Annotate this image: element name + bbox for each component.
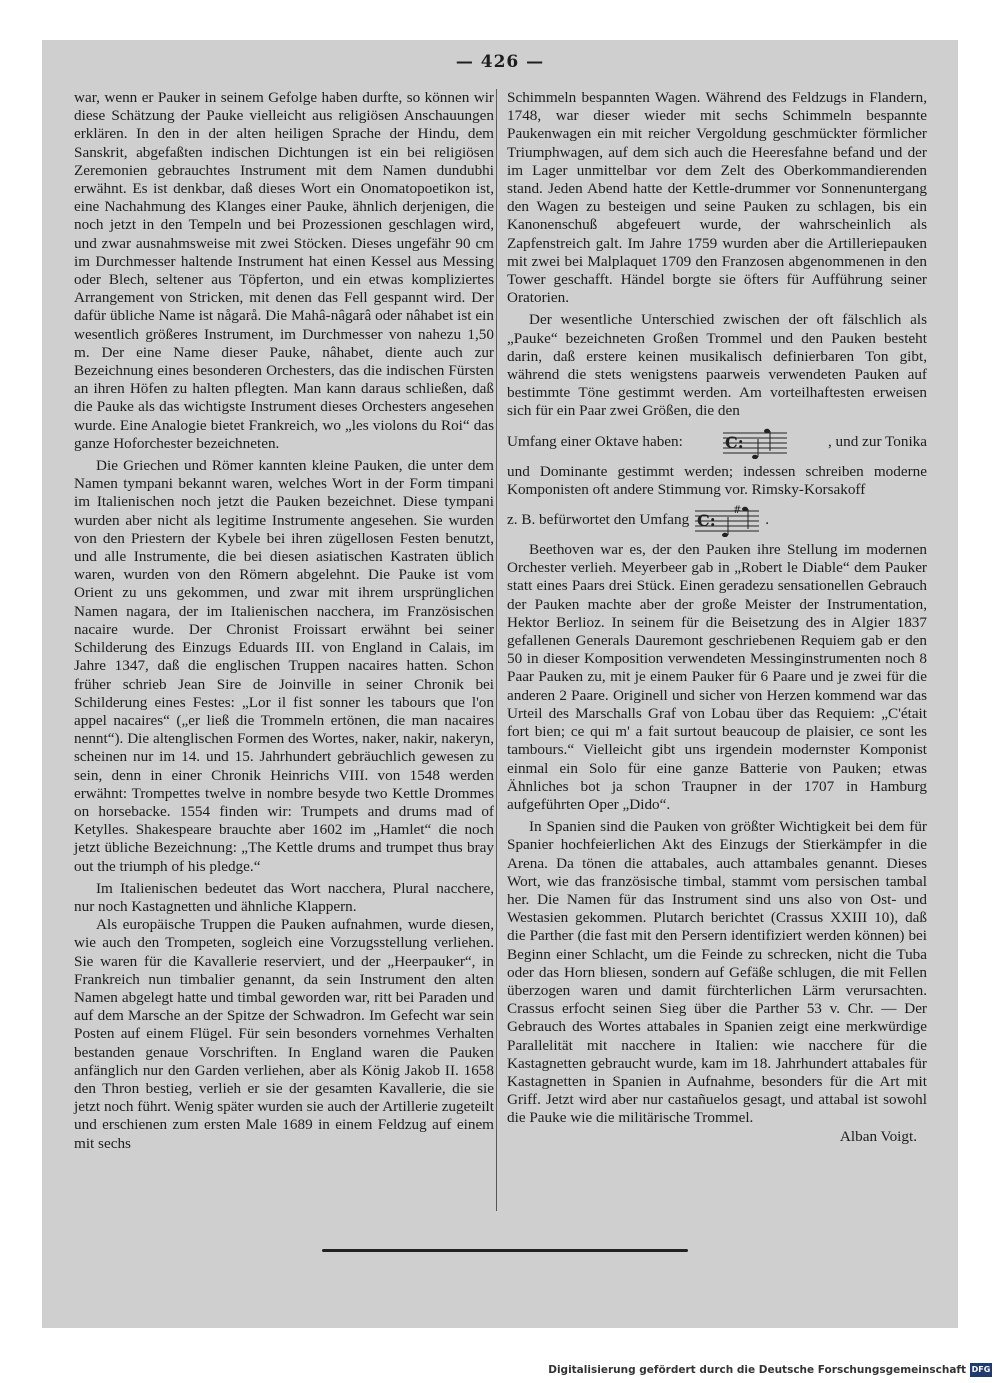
svg-text:C:: C: [725,432,745,452]
dfg-logo-icon: DFG [970,1363,992,1377]
range-rimsky-line [507,503,927,537]
left-paragraph-2: Die Griechen und Römer kannten kleine Pauken, die unter dem Namen tympani bekannt waren, welches Wort in der Form timpani im Italienischen noch jetzt die Pauken bezeichnet. Diese tympani wurden aber nicht als legitime Instrumente angesehen. Sie wurden von den Priestern der Kybele bei ihren zügellosen Festen benutzt, und alle Instrumente, die bei diesen asiatischen Kastraten üblich waren, wurden von den Römern abgelehnt. Die Pauke ist vom Orient zu uns gekommen, und zwar mit ihrem ursprünglichen Namen nagara, der im Italienischen nacchera, im Französischen nacaire wurde. Der Chronist Froissart erwähnt bei seiner Schilderung des Einzugs Eduards III. von England in Calais, im Jahre 1347, daß die englischen Truppen nacaires hatten. Schon früher schrieb Jean Sire de Joinville in seiner Chronik bei Schilderung eines Festes: „Lor il fist sonner les tabours que l'on appel nacaires“ („er ließ die Trommeln ertönen, die man nacaires nennt“). Die altenglischen Formen des Wortes, naker, nakir, nakeryn, scheinen nur im 14. und 15. Jahrhundert gebräuchlich gewesen zu sein, denn in einer Chronik Heinrichs VIII. von 1548 werden erwähnt: Trompettes twelve in nombre besyde two Kettle Drommes on horsebacke. 1554 finden wir: Trumpets and drums mad of Ketylles. Shakespeare brauchte aber 1602 im „Hamlet“ die noch jetzt übliche Bezeichnung: „The Kettle drums and trumpet thus bray out the triumph of his pledge.“ [74,457,494,875]
left-paragraph-4: Als europäische Truppen die Pauken aufnahmen, wurde diesen, wie auch den Trompeten, sogleich eine Vorzugsstellung verliehen. Sie waren für die Kavallerie reserviert, und der „Heerpauker“, in Frankreich nun timbalier genannt, da sein Instrument den alten Namen abgelegt hatte und timbal geworden war, ritt bei Paraden und auf dem Marsche an der Spitze der Schwadron. Im Gefecht war sein Posten auf einem Flügel. Für sein besonders vornehmes Verhalten bestanden genaue Vorschriften. In England waren die Pauken anfänglich nur den Garden verliehen, aber als König Jakob II. 1658 den Thron bestieg, verlieh er sie der gesamten Kavallerie, die sie jetzt noch führt. Wenig später wurden sie auch der Artillerie zugeteilt und erschienen zum ersten Male 1689 in einem Feldzug auf einem mit sechs [74,916,494,1152]
range-octave-text-after: , und zur Tonika [827,432,927,450]
left-paragraph-1: war, wenn er Pauker in seinem Gefolge haben durfte, so können wir diese Schätzung der Pauke vielleicht aus religiösen Anschauungen erklären. In den in der alten heiligen Sprache der Hindu, dem Sanskrit, abgefaßten indischen Dichtungen ist ein bei religiösen Zeremonien gebrauchtes Instrument mit dem Namen dundubhi erwähnt. Es ist denkbar, daß dieses Wort ein Onomatopoetikon ist, eine Nachahmung des Klanges einer Pauke, ähnlich derjenigen, die noch jetzt in den Tempeln und bei Prozessionen geschlagen wird, und zwar ausnahmsweise mit zwei Stöcken. Dieses ungefähr 90 cm im Durchmesser haltende Instrument hat einen Kessel aus Messing oder Blech, seltener aus Töpferton, und ein etwas kompliziertes Arrangement von Stricken, mit denen das Fell gespannt wird. Der dafür übliche Name ist någarå. Die Mahâ-nâgarâ oder nâhabet ist ein wesentlich größeres Instrument, im Durchmesser von nahezu 1,50 m. Der eine Name dieser Pauke, nâhabet, diente auch zur Bezeichnung eines besonderen Orchesters, das die indischen Fürsten an ihren Höfen zu halten pflegten. Man kann daraus schließen, daß die Pauke als das wichtigste Instrument dieses Orchesters angesehen wurde. Eine Analogie bietet Frankreich, wo „les violons du Roi“ das ganze Hoforchester bezeichneten. [74,89,494,452]
range-octave-text: Umfang einer Oktave haben: [507,432,683,450]
column-divider [496,89,497,1211]
page-number: — 426 — [455,52,545,72]
range-rimsky-text: z. B. befürwortet den Umfang [507,510,690,528]
right-paragraph-4: In Spanien sind die Pauken von größter Wichtigkeit bei dem für Spanier hochfeierlichen Akt des Einzugs der Stierkämpfer in die Arena. Da tönen die attabales, auch attambales genannt. Dieses Wort, wie das französische timbal, stammt vom persischen tambal her. Die Namen für das Instrument sind uns also von Ost- und Westasien gekommen. Plutarch berichtet (Crassus XXIII 10), daß die Parther (die fast mit den Persern identifiziert werden können) bei Beginn einer Schlacht, um die Feinde zu schrecken, nicht die Tuba oder das Horn bliesen, sondern auf Gefäße schlugen, die mit Fellen überzogen waren und damit fürchterlichen Lärm verursachten. Crassus erfocht seinen Sieg über die Parther 53 v. Chr. — Der Gebrauch des Wortes attabales in Spanien zeigt eine merkwürdige Parallelität mit nacchere in Italien: wie nacchere für die Kastagnetten gebraucht wurde, kam im 18. Jahrhundert attabales für Kastagnetten in Spanien in Aufnahme, besonders für die Art mit Griff. Jetzt wird aber nur castañuelos gesagt, und attabal ist sowohl die Pauke wie die militärische Trommel. [507,818,927,1127]
svg-text:#: # [733,505,742,517]
right-paragraph-2: Der wesentliche Unterschied zwischen der oft fälschlich als „Pauke“ bezeichneten Großen Trommel und den Pauken besteht darin, daß erstere keinen musikalisch definierbaren Ton gibt, während die stets wenigstens paarweis verwendeten Pauken auf bestimmte Töne gestimmt werden. Am vorteilhaftesten erweisen sich für ein Paar zwei Größen, die den [507,311,927,420]
closing-rule [322,1249,688,1252]
footer-text: Digitalisierung gefördert durch die Deutsche Forschungsgemeinschaft [548,1364,966,1376]
right-paragraph-2-continued: und Dominante gestimmt werden; indessen schreiben moderne Komponisten oft andere Stimmung vor. Rimsky-Korsakoff [507,462,927,498]
octave-music-notation [723,425,787,459]
right-paragraph-3: Beethoven war es, der den Pauken ihre Stellung im modernen Orchester verlieh. Meyerbeer gab in „Robert le Diable“ dem Pauker statt eines Paars drei Stück. Einen geradezu sensationellen Gebrauch der Pauken machte aber der große Meister der Instrumentation, Hektor Berlioz. In seinem für die Beisetzung des in Algier 1837 gefallenen Generals Dauremont geschriebenen Requiem gab er den 50 in dieser Komposition verwendeten Messinginstrumenten noch 8 Paar Pauken zu, mit je einem Pauker für 6 Paare und je zwei für die anderen 2 Paare. Originell und sicher von Herzen kommend war das Urteil des Marschalls Graf von Lobau über das Requiem: „C'était fort bien; ce qui m' a fait surtout beaucoup de plaisier, ce sont les tambours.“ Vielleicht gibt uns irgendein modernster Komponist einmal ein Solo für eine ganze Batterie von Pauken; etwas Ähnliches bot ja schon Traupner in der 1707 in Hamburg aufgeführten Oper „Dido“. [507,541,927,813]
range-rimsky-text-after: . [765,510,769,528]
left-column [74,89,494,1153]
footer [548,1363,992,1377]
right-column [507,89,927,1146]
author-signature: Alban Voigt. [839,1127,917,1145]
left-paragraph-3: Im Italienischen bedeutet das Wort nacchera, Plural nacchere, nur noch Kastagnetten und ähnliche Klappern. [74,879,494,915]
svg-text:C:: C: [697,511,716,531]
range-octave-line [507,425,927,459]
rimsky-music-notation [695,503,759,537]
right-paragraph-1: Schimmeln bespannten Wagen. Während des Feldzugs in Flandern, 1748, war dieser wieder mit sechs Schimmeln bespannte Paukenwagen ein mit reicher Vergoldung geschmückter förmlicher Triumphwagen, auf dem sich auch die Heeresfahne befand und der im Lager unmittelbar vor dem Zelt des Oberkommandierenden stand. Jeden Abend hatte der Kettle-drummer vor Sonnenuntergang den Wagen zu besteigen und seine Pauken zu schlagen, bis ein Kanonenschuß abgefeuert wurde, der wahrscheinlich als Zapfenstreich galt. Im Jahre 1759 wurden aber die Artilleriepauken mit zwei bei Malplaquet 1709 den Franzosen abgenommenen in den Tower geschafft. Händel borgte sie öfters für Aufführung seiner Oratorien. [507,89,927,307]
